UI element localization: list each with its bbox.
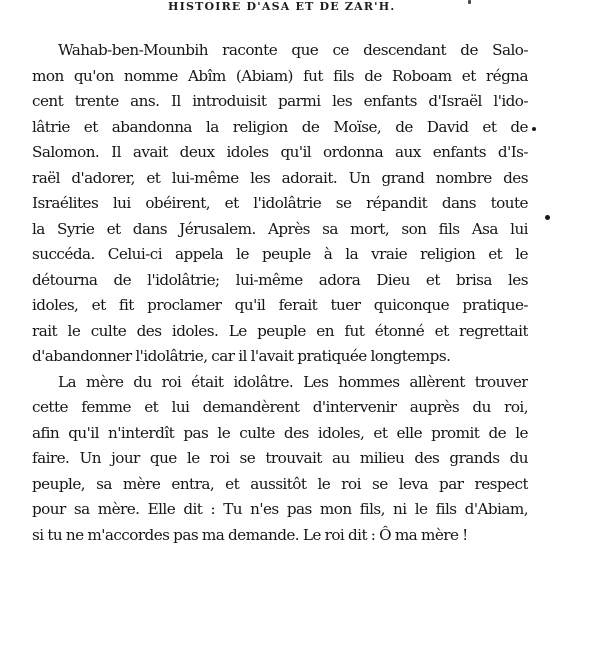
text-line: succéda. Celui-ci appela le peuple à la vraie religion et le (32, 245, 528, 263)
text-line: La mère du roi était idolâtre. Les hommes allèrent trouver (58, 372, 528, 391)
text-line: Wahab-ben-Mounbih raconte que ce descendant de Salo- (58, 41, 528, 59)
text-line: Israélites lui obéirent, et l'idolâtrie se répandit dans toute (32, 194, 528, 212)
text-line: détourna de l'idolâtrie; lui-même adora Dieu et brisa les (32, 270, 528, 289)
text-line: si tu ne m'accordes pas ma demande. Le roi dit : Ô ma mère ! (32, 525, 468, 544)
text-line: pour sa mère. Elle dit : Tu n'es pas mon fils, ni le fils d'Abiam, (32, 500, 528, 518)
margin-ink-dot (532, 127, 536, 131)
running-title: HISTOIRE D'ASA ET DE ZAR'H. (168, 0, 396, 13)
text-line: cette femme et lui demandèrent d'intervenir auprès du roi, (32, 398, 528, 416)
text-line: cent trente ans. Il introduisit parmi les enfants d'Israël l'ido- (32, 92, 528, 110)
paragraph-1 (32, 38, 528, 370)
text-line: raël d'adorer, et lui-même les adorait. Un grand nombre des (32, 168, 528, 187)
text-line: mon qu'on nomme Abîm (Abiam) fut fils de Roboam et régna (32, 66, 528, 85)
body-text (32, 38, 528, 548)
ink-speck (468, 0, 471, 4)
text-line: d'abandonner l'idolâtrie, car il l'avait pratiquée longtemps. (32, 347, 451, 365)
text-line: lâtrie et abandonna la religion de Moïse, de David et de (32, 117, 528, 136)
text-line: peuple, sa mère entra, et aussitôt le roi se leva par respect (32, 474, 528, 493)
text-line: idoles, et fit proclamer qu'il ferait tuer quiconque pratique- (32, 296, 528, 314)
text-line: rait le culte des idoles. Le peuple en fut étonné et regrettait (32, 321, 528, 340)
text-line: faire. Un jour que le roi se trouvait au milieu des grands du (32, 449, 528, 467)
text-line: Salomon. Il avait deux idoles qu'il ordonna aux enfants d'Is- (32, 143, 528, 161)
text-line: afin qu'il n'interdît pas le culte des idoles, et elle promit de le (32, 423, 528, 442)
text-line: la Syrie et dans Jérusalem. Après sa mort, son fils Asa lui (32, 219, 528, 238)
margin-ink-dot (545, 215, 550, 220)
paragraph-2 (32, 370, 528, 549)
